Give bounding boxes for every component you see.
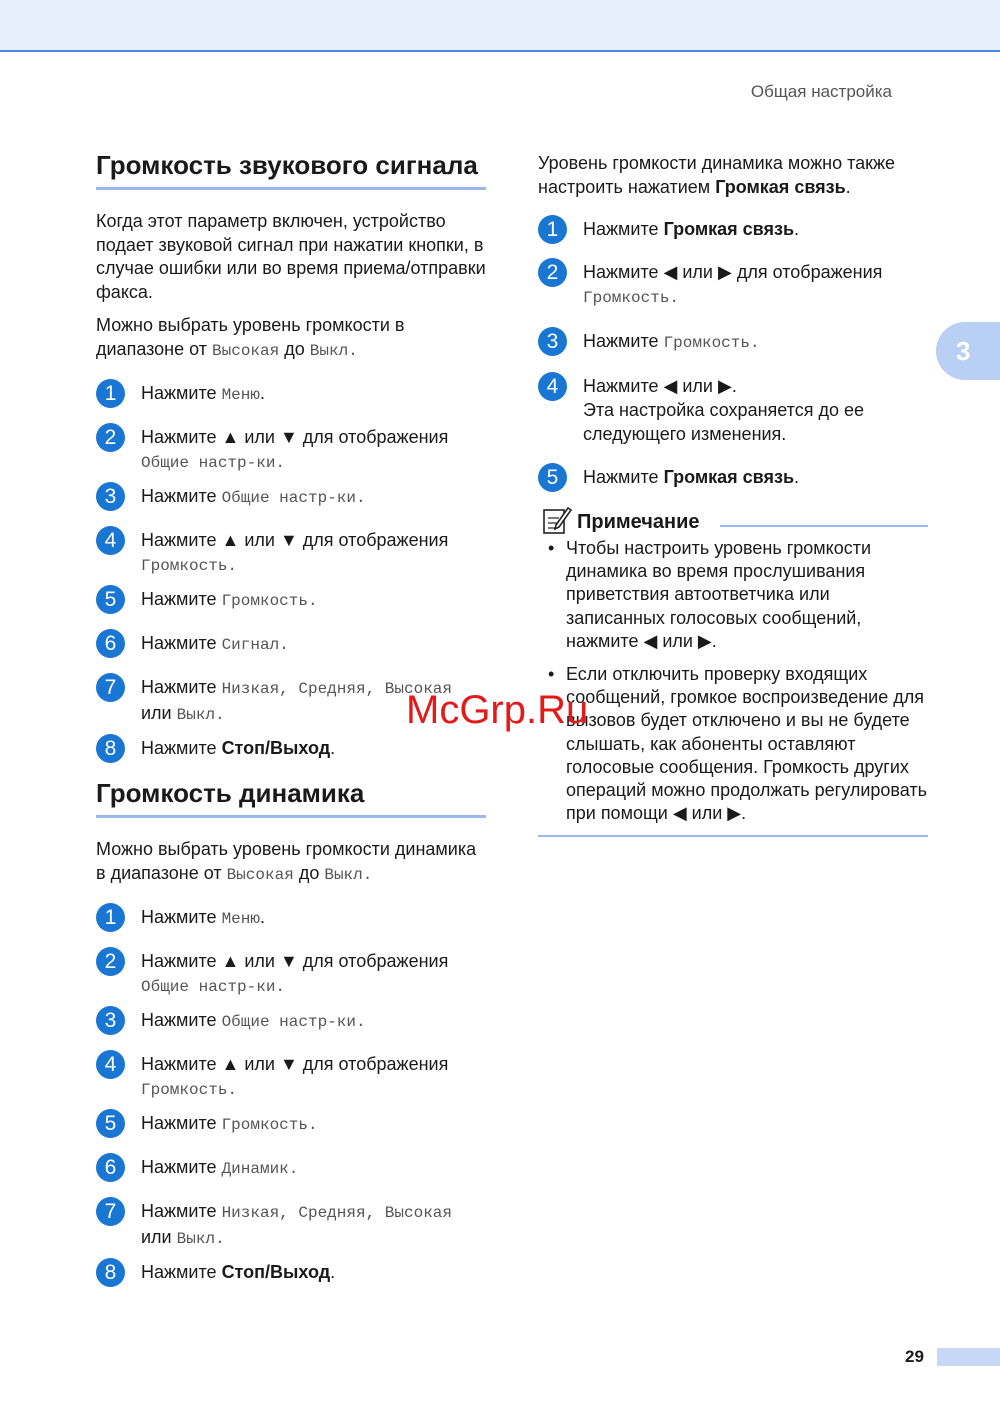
watermark: McGrp.Ru xyxy=(406,688,589,732)
speaker-step-7: 7 Нажмите Низкая, Средняя, Высокая или Выкл. xyxy=(96,1199,486,1251)
speaker-volume-heading: Громкость динамика xyxy=(96,778,486,818)
beep-step-4: 4 Нажмите ▲ или ▼ для отображения Громкость. xyxy=(96,528,486,578)
speaker-range: Можно выбрать уровень громкости динамика в диапазоне от Высокая до Выкл. xyxy=(96,839,477,884)
beep-step-8: 8 Нажмите Стоп/Выход. xyxy=(96,736,486,760)
note-bullet-1: • Чтобы настроить уровень громкости динамика во время прослушивания приветствия автоответчика или записанных голосовых сообщений, нажмите ◀ или ▶. xyxy=(548,538,872,651)
note-title: Примечание xyxy=(577,511,700,533)
right-column xyxy=(538,152,928,837)
page-number-bar xyxy=(937,1348,1000,1366)
beep-step-3: 3 Нажмите Общие настр-ки. xyxy=(96,484,486,510)
note-rule xyxy=(720,525,928,527)
speaker-step-4: 4 Нажмите ▲ или ▼ для отображения Громкость. xyxy=(96,1052,486,1102)
beep-step-7: 7 Нажмите Низкая, Средняя, Высокая или Выкл. xyxy=(96,675,486,727)
key-step-3: 3 Нажмите Громкость. xyxy=(538,329,928,355)
key-step-4: 4 Нажмите ◀ или ▶. Эта настройка сохраняется до ее следующего изменения. xyxy=(538,374,928,446)
page-number: 29 xyxy=(905,1347,924,1366)
speaker-key-intro: Уровень громкости динамика можно также настроить нажатием Громкая связь. xyxy=(538,153,896,197)
beep-range: Можно выбрать уровень громкости в диапазоне от Высокая до Выкл. xyxy=(96,315,405,360)
beep-volume-heading: Громкость звукового сигнала xyxy=(96,150,486,190)
beep-intro: Когда этот параметр включен, устройство подает звуковой сигнал при нажатии кнопки, в случае ошибки или во время приема/отправки факса. xyxy=(96,211,486,302)
speaker-step-3: 3 Нажмите Общие настр-ки. xyxy=(96,1008,486,1034)
note-bullet-2: • Если отключить проверку входящих сообщений, громкое воспроизведение для вызовов будет отключено и вы не будете слышать, как абоненты оставляют голосовые сообщения. Громкость других операций можно продолжать регулировать при помощи ◀ или ▶. xyxy=(548,664,928,824)
note-pencil-icon xyxy=(542,505,572,535)
key-step-1: 1 Нажмите Громкая связь. xyxy=(538,217,928,241)
beep-step-1: 1 Нажмите Меню. xyxy=(96,381,486,407)
key-step-5: 5 Нажмите Громкая связь. xyxy=(538,465,928,489)
speaker-step-1: 1 Нажмите Меню. xyxy=(96,905,486,931)
speaker-step-6: 6 Нажмите Динамик. xyxy=(96,1155,486,1181)
beep-step-2: 2 Нажмите ▲ или ▼ для отображения Общие настр-ки. xyxy=(96,425,486,475)
running-header: Общая настройка xyxy=(750,82,892,101)
note-end-rule xyxy=(538,835,928,837)
key-step-2: 2 Нажмите ◀ или ▶ для отображения Громкость. xyxy=(538,260,928,310)
beep-step-6: 6 Нажмите Сигнал. xyxy=(96,631,486,657)
speaker-step-8: 8 Нажмите Стоп/Выход. xyxy=(96,1260,486,1284)
top-banner xyxy=(0,0,1000,52)
left-column xyxy=(96,150,486,1284)
beep-step-5: 5 Нажмите Громкость. xyxy=(96,587,486,613)
speaker-step-2: 2 Нажмите ▲ или ▼ для отображения Общие настр-ки. xyxy=(96,949,486,999)
speaker-step-5: 5 Нажмите Громкость. xyxy=(96,1111,486,1137)
chapter-tab: 3 xyxy=(936,322,1000,380)
note-header xyxy=(538,505,928,537)
